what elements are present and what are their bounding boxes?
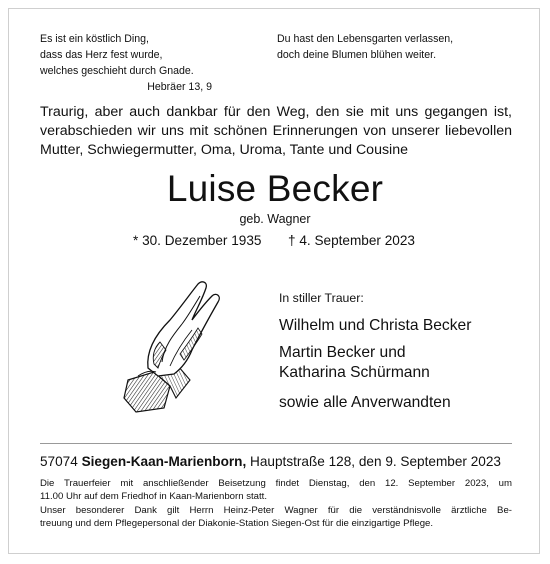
verse-right-line: doch deine Blumen blühen weiter. <box>277 49 437 61</box>
notice-line: 11.00 Uhr auf dem Friedhof in Kaan-Marienborn statt. <box>40 490 267 502</box>
intro-line: verabschieden wir uns mit schönen Erinnerungen von unserer liebevollen <box>40 123 512 139</box>
verse-left-line: Es ist ein köstlich Ding, <box>40 33 149 45</box>
address-zip: 57074 <box>40 454 78 469</box>
praying-hands-illustration <box>118 276 226 414</box>
address-line <box>40 454 501 469</box>
divider <box>40 443 512 444</box>
death-date: † 4. September 2023 <box>288 233 415 248</box>
funeral-notice <box>40 478 512 503</box>
intro-line: Traurig, aber auch dankbar für den Weg, den sie mit uns gegangen ist, <box>40 104 512 120</box>
mourner-entry: Katharina Schürmann <box>279 364 430 381</box>
thanks-notice <box>40 505 512 530</box>
intro-text <box>40 103 512 160</box>
address-place: Siegen-Kaan-Marienborn, <box>81 454 247 469</box>
verse-right-line: Du hast den Lebensgarten verlassen, <box>277 33 454 45</box>
deceased-name: Luise Becker <box>166 168 384 209</box>
born-name: geb. Wagner <box>239 212 311 226</box>
verse-left <box>40 31 212 95</box>
mourners-list <box>279 316 471 413</box>
notice-line: Die Trauerfeier mit anschließender Beisetzung findet Dienstag, den 12. September 2023, um <box>40 478 512 489</box>
intro-line: Mutter, Schwiegermutter, Oma, Uroma, Tante und Cousine <box>40 142 408 158</box>
thanks-line: Unser besonderer Dank gilt Herrn Heinz-Peter Wagner für die verständnisvolle ärztliche Be- <box>40 505 512 516</box>
verse-left-line: dass das Herz fest wurde, <box>40 49 163 61</box>
address-rest: Hauptstraße 128, den 9. September 2023 <box>250 454 501 469</box>
birth-date: * 30. Dezember 1935 <box>133 233 262 248</box>
mourner-entry: sowie alle Anverwandten <box>279 394 451 411</box>
mourner-entry: Martin Becker und <box>279 344 406 361</box>
verse-right <box>277 31 453 63</box>
verse-reference: Hebräer 13, 9 <box>147 81 212 93</box>
mourners-label: In stiller Trauer: <box>279 291 364 305</box>
thanks-line: treuung und dem Pflegepersonal der Diakonie-Station Siegen-Ost für die einzigartige Pflege. <box>40 517 434 529</box>
verse-left-line: welches geschieht durch Gnade. <box>40 65 194 77</box>
mourner-entry: Wilhelm und Christa Becker <box>279 317 472 334</box>
